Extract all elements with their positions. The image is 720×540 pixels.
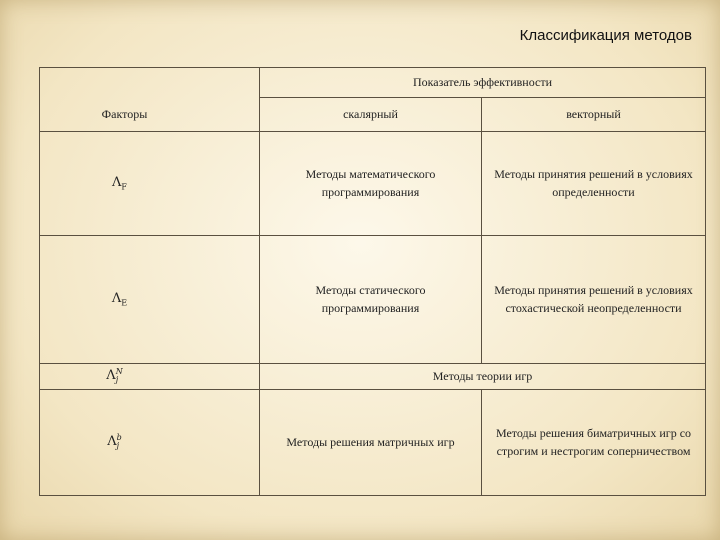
page-title: Классификация методов [519,27,692,44]
game-theory-cell: Методы теории игр [260,364,706,390]
scalar-cell: Методы решения матричных игр [260,390,482,496]
factor-lambda-f [40,132,260,236]
scalar-cell: Методы математического программирования [260,132,482,236]
factor-symbol: $\Lambda_E$ [111,290,128,308]
vector-cell: Методы принятия решений в условиях определенности [482,132,706,236]
scalar-header: скалярный [260,98,482,132]
factors-header-cell [40,68,260,98]
factor-lambda-b [40,390,260,496]
table-row [40,236,706,364]
classification-table [39,67,706,496]
factor-lambda-e [40,236,260,364]
table-row [40,390,706,496]
table-row [40,364,706,390]
vector-header: векторный [482,98,706,132]
vector-cell: Методы принятия решений в условиях стохастической неопределенности [482,236,706,364]
factor-symbol: $\Lambda_F$ [112,174,127,192]
efficiency-header: Показатель эффективности [260,68,706,98]
vector-cell: Методы решения биматричных игр со строгим и нестрогим соперничеством [482,390,706,496]
factor-symbol: Λ b j [107,432,122,450]
header-row-bottom [40,98,706,132]
table-row [40,132,706,236]
scalar-cell: Методы статического программирования [260,236,482,364]
factor-symbol: Λ N j [106,366,123,384]
factor-lambda-n [40,364,260,390]
header-row-top [40,68,706,98]
factors-header: Факторы [40,98,260,132]
